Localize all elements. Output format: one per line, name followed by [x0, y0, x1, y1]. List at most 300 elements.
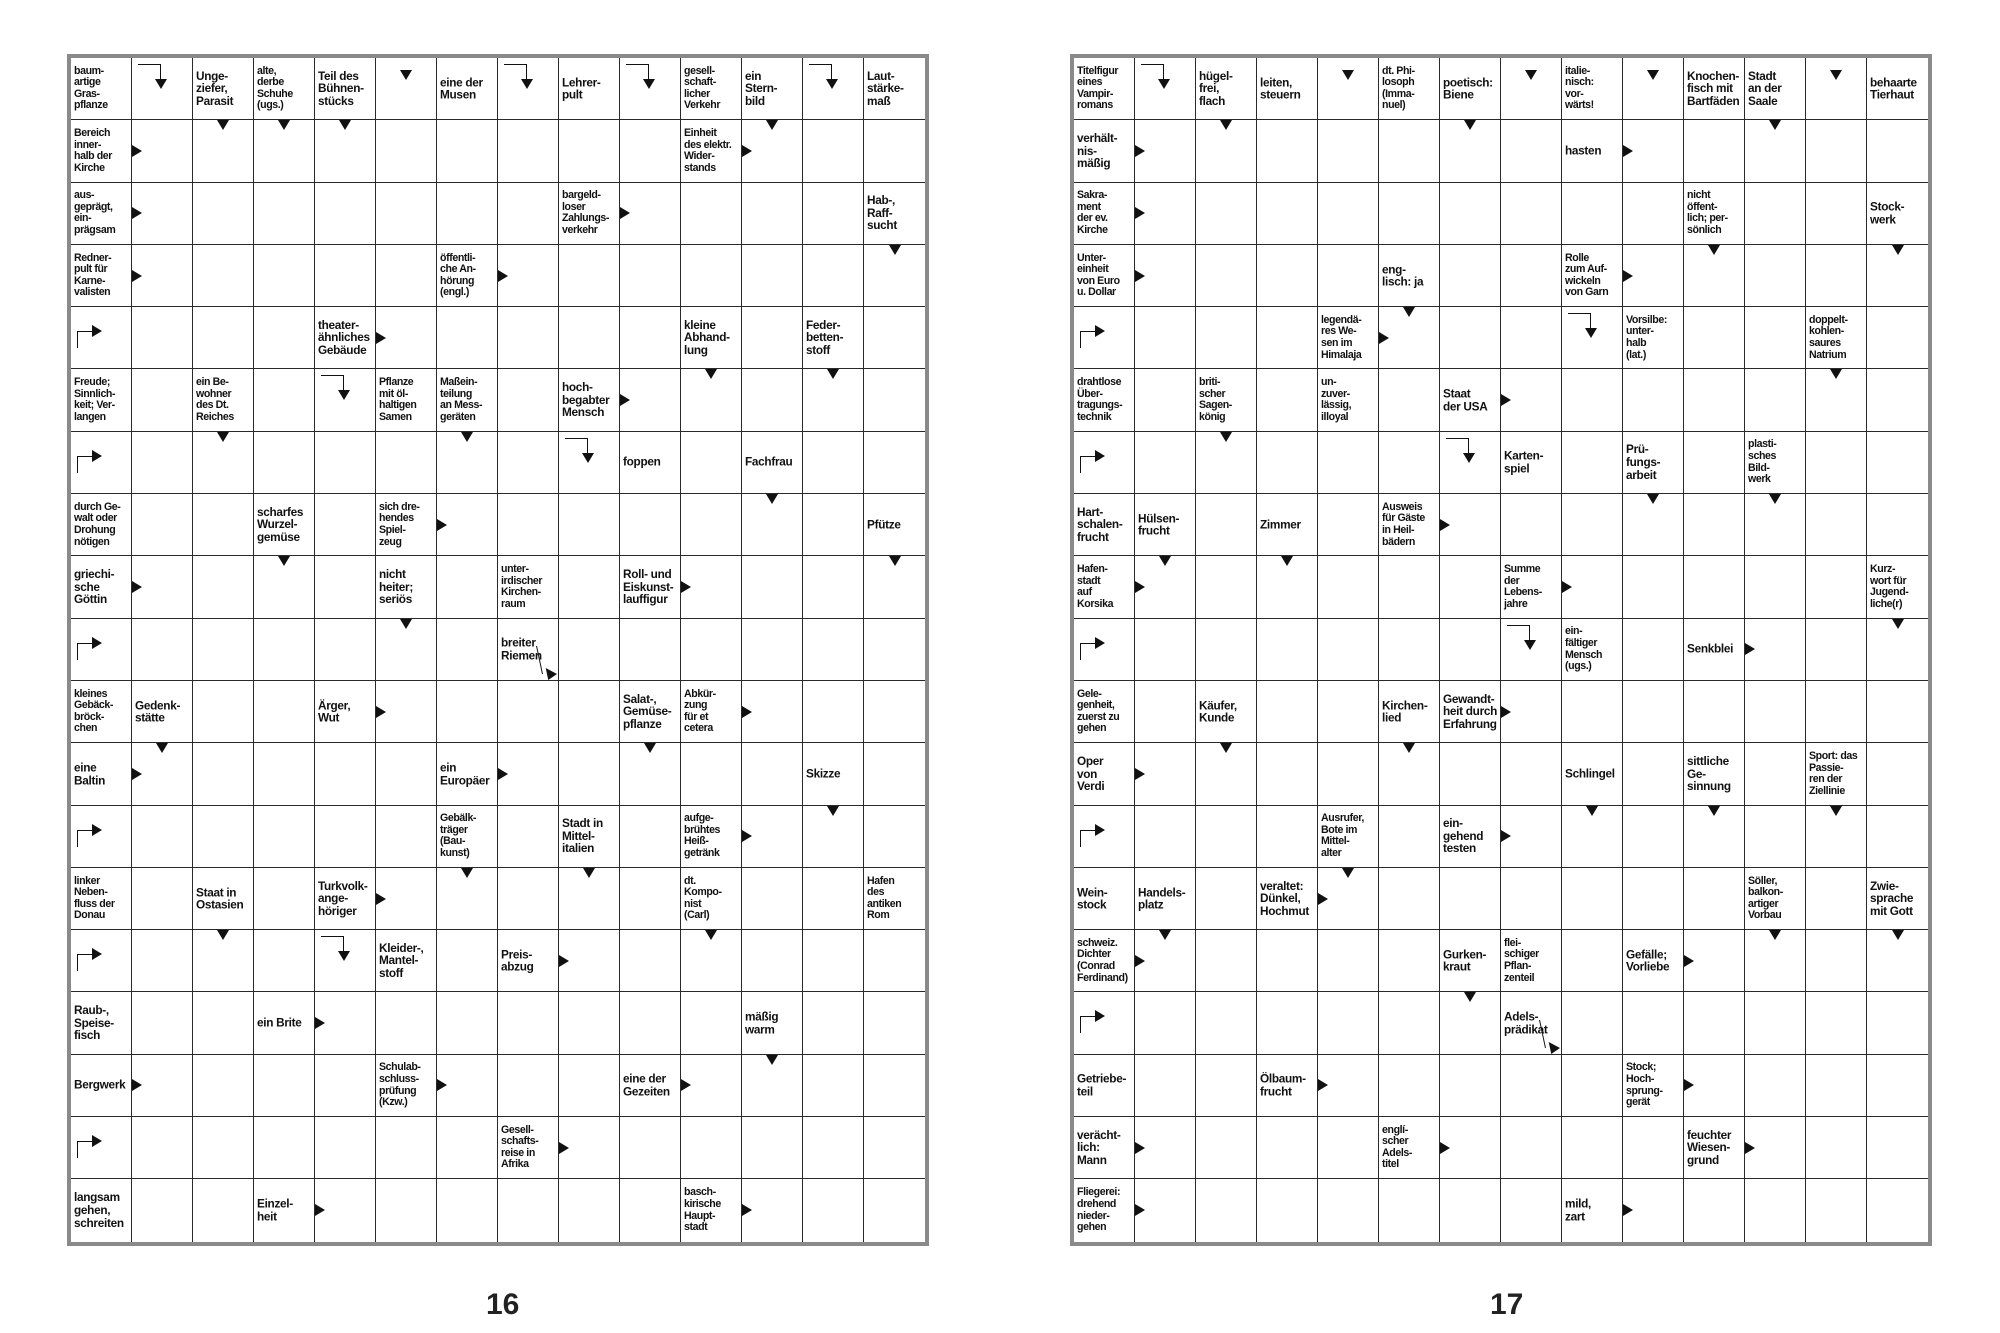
answer-cell[interactable]: [864, 743, 925, 805]
answer-cell[interactable]: [1623, 1117, 1684, 1179]
answer-cell[interactable]: [620, 868, 681, 930]
answer-cell[interactable]: [437, 619, 498, 681]
answer-cell[interactable]: [315, 369, 376, 431]
answer-cell[interactable]: [1562, 494, 1623, 556]
answer-cell[interactable]: [1257, 432, 1318, 494]
answer-cell[interactable]: [1745, 1055, 1806, 1117]
answer-cell[interactable]: [1684, 307, 1745, 369]
answer-cell[interactable]: [1440, 1179, 1501, 1241]
answer-cell[interactable]: [559, 1179, 620, 1241]
answer-cell[interactable]: [1379, 183, 1440, 245]
answer-cell[interactable]: [315, 743, 376, 805]
answer-cell[interactable]: [1318, 556, 1379, 618]
answer-cell[interactable]: [1867, 992, 1928, 1054]
answer-cell[interactable]: [1196, 494, 1257, 556]
answer-cell[interactable]: [620, 930, 681, 992]
answer-cell[interactable]: [864, 1179, 925, 1241]
answer-cell[interactable]: [498, 1055, 559, 1117]
answer-cell[interactable]: [559, 681, 620, 743]
answer-cell[interactable]: [1379, 619, 1440, 681]
answer-cell[interactable]: [1684, 432, 1745, 494]
answer-cell[interactable]: [1257, 369, 1318, 431]
answer-cell[interactable]: [864, 369, 925, 431]
answer-cell[interactable]: [864, 120, 925, 182]
answer-cell[interactable]: [193, 743, 254, 805]
answer-cell[interactable]: [193, 619, 254, 681]
answer-cell[interactable]: [376, 120, 437, 182]
answer-cell[interactable]: [1745, 1179, 1806, 1241]
answer-cell[interactable]: [559, 743, 620, 805]
answer-cell[interactable]: [1440, 1055, 1501, 1117]
answer-cell[interactable]: [315, 806, 376, 868]
answer-cell[interactable]: [437, 992, 498, 1054]
answer-cell[interactable]: [1867, 1179, 1928, 1241]
answer-cell[interactable]: [71, 432, 132, 494]
answer-cell[interactable]: [1318, 1179, 1379, 1241]
answer-cell[interactable]: [864, 432, 925, 494]
answer-cell[interactable]: [742, 245, 803, 307]
answer-cell[interactable]: [559, 307, 620, 369]
answer-cell[interactable]: [742, 1117, 803, 1179]
answer-cell[interactable]: [1135, 432, 1196, 494]
answer-cell[interactable]: [1501, 245, 1562, 307]
answer-cell[interactable]: [71, 307, 132, 369]
answer-cell[interactable]: [193, 1055, 254, 1117]
answer-cell[interactable]: [1196, 1179, 1257, 1241]
answer-cell[interactable]: [1257, 743, 1318, 805]
answer-cell[interactable]: [71, 930, 132, 992]
answer-cell[interactable]: [1867, 120, 1928, 182]
answer-cell[interactable]: [315, 432, 376, 494]
answer-cell[interactable]: [376, 245, 437, 307]
answer-cell[interactable]: [742, 619, 803, 681]
answer-cell[interactable]: [1867, 1117, 1928, 1179]
answer-cell[interactable]: [1745, 245, 1806, 307]
answer-cell[interactable]: [1806, 868, 1867, 930]
answer-cell[interactable]: [864, 1117, 925, 1179]
answer-cell[interactable]: [1806, 58, 1867, 120]
answer-cell[interactable]: [498, 307, 559, 369]
answer-cell[interactable]: [315, 494, 376, 556]
answer-cell[interactable]: [1623, 556, 1684, 618]
answer-cell[interactable]: [864, 930, 925, 992]
answer-cell[interactable]: [1318, 992, 1379, 1054]
answer-cell[interactable]: [1867, 806, 1928, 868]
answer-cell[interactable]: [559, 494, 620, 556]
answer-cell[interactable]: [1196, 930, 1257, 992]
answer-cell[interactable]: [1745, 992, 1806, 1054]
answer-cell[interactable]: [559, 619, 620, 681]
answer-cell[interactable]: [376, 58, 437, 120]
answer-cell[interactable]: [498, 369, 559, 431]
answer-cell[interactable]: [1501, 58, 1562, 120]
answer-cell[interactable]: [1745, 183, 1806, 245]
answer-cell[interactable]: [1440, 556, 1501, 618]
answer-cell[interactable]: [559, 432, 620, 494]
answer-cell[interactable]: [132, 1179, 193, 1241]
answer-cell[interactable]: [132, 930, 193, 992]
answer-cell[interactable]: [132, 58, 193, 120]
answer-cell[interactable]: [1806, 1117, 1867, 1179]
answer-cell[interactable]: [193, 183, 254, 245]
answer-cell[interactable]: [1867, 369, 1928, 431]
answer-cell[interactable]: [803, 58, 864, 120]
answer-cell[interactable]: [1562, 369, 1623, 431]
answer-cell[interactable]: [864, 681, 925, 743]
answer-cell[interactable]: [132, 494, 193, 556]
answer-cell[interactable]: [1379, 1179, 1440, 1241]
answer-cell[interactable]: [498, 681, 559, 743]
answer-cell[interactable]: [1135, 806, 1196, 868]
answer-cell[interactable]: [71, 619, 132, 681]
answer-cell[interactable]: [1318, 58, 1379, 120]
answer-cell[interactable]: [864, 806, 925, 868]
answer-cell[interactable]: [254, 868, 315, 930]
answer-cell[interactable]: [1257, 1179, 1318, 1241]
answer-cell[interactable]: [1196, 245, 1257, 307]
answer-cell[interactable]: [742, 183, 803, 245]
answer-cell[interactable]: [498, 432, 559, 494]
answer-cell[interactable]: [1745, 556, 1806, 618]
answer-cell[interactable]: [498, 494, 559, 556]
answer-cell[interactable]: [1135, 619, 1196, 681]
answer-cell[interactable]: [1196, 868, 1257, 930]
answer-cell[interactable]: [1562, 183, 1623, 245]
answer-cell[interactable]: [803, 868, 864, 930]
answer-cell[interactable]: [1440, 183, 1501, 245]
answer-cell[interactable]: [376, 183, 437, 245]
answer-cell[interactable]: [681, 992, 742, 1054]
answer-cell[interactable]: [559, 1055, 620, 1117]
answer-cell[interactable]: [1745, 369, 1806, 431]
answer-cell[interactable]: [315, 556, 376, 618]
answer-cell[interactable]: [803, 1055, 864, 1117]
answer-cell[interactable]: [620, 58, 681, 120]
answer-cell[interactable]: [254, 307, 315, 369]
answer-cell[interactable]: [1318, 245, 1379, 307]
answer-cell[interactable]: [376, 1117, 437, 1179]
answer-cell[interactable]: [71, 806, 132, 868]
answer-cell[interactable]: [681, 432, 742, 494]
answer-cell[interactable]: [254, 245, 315, 307]
answer-cell[interactable]: [1257, 930, 1318, 992]
answer-cell[interactable]: [315, 1055, 376, 1117]
answer-cell[interactable]: [1684, 1179, 1745, 1241]
answer-cell[interactable]: [376, 1179, 437, 1241]
answer-cell[interactable]: [1318, 619, 1379, 681]
answer-cell[interactable]: [1867, 681, 1928, 743]
answer-cell[interactable]: [132, 806, 193, 868]
answer-cell[interactable]: [1684, 868, 1745, 930]
answer-cell[interactable]: [1684, 556, 1745, 618]
answer-cell[interactable]: [1196, 806, 1257, 868]
answer-cell[interactable]: [1257, 992, 1318, 1054]
answer-cell[interactable]: [1745, 806, 1806, 868]
answer-cell[interactable]: [1806, 1055, 1867, 1117]
answer-cell[interactable]: [1806, 930, 1867, 992]
answer-cell[interactable]: [1501, 120, 1562, 182]
answer-cell[interactable]: [1135, 58, 1196, 120]
answer-cell[interactable]: [1623, 992, 1684, 1054]
answer-cell[interactable]: [1196, 1055, 1257, 1117]
answer-cell[interactable]: [1623, 58, 1684, 120]
answer-cell[interactable]: [1562, 868, 1623, 930]
answer-cell[interactable]: [315, 619, 376, 681]
answer-cell[interactable]: [1318, 681, 1379, 743]
answer-cell[interactable]: [1623, 619, 1684, 681]
answer-cell[interactable]: [1379, 992, 1440, 1054]
answer-cell[interactable]: [1806, 494, 1867, 556]
answer-cell[interactable]: [1074, 432, 1135, 494]
answer-cell[interactable]: [437, 307, 498, 369]
answer-cell[interactable]: [1379, 369, 1440, 431]
answer-cell[interactable]: [254, 1055, 315, 1117]
answer-cell[interactable]: [803, 619, 864, 681]
answer-cell[interactable]: [681, 619, 742, 681]
answer-cell[interactable]: [620, 120, 681, 182]
answer-cell[interactable]: [1501, 868, 1562, 930]
answer-cell[interactable]: [1562, 930, 1623, 992]
answer-cell[interactable]: [254, 1117, 315, 1179]
answer-cell[interactable]: [803, 432, 864, 494]
answer-cell[interactable]: [620, 1117, 681, 1179]
answer-cell[interactable]: [1196, 619, 1257, 681]
answer-cell[interactable]: [620, 619, 681, 681]
answer-cell[interactable]: [1684, 992, 1745, 1054]
answer-cell[interactable]: [1196, 183, 1257, 245]
answer-cell[interactable]: [1318, 1117, 1379, 1179]
answer-cell[interactable]: [254, 806, 315, 868]
answer-cell[interactable]: [193, 992, 254, 1054]
answer-cell[interactable]: [864, 992, 925, 1054]
answer-cell[interactable]: [620, 992, 681, 1054]
answer-cell[interactable]: [132, 432, 193, 494]
answer-cell[interactable]: [1318, 743, 1379, 805]
answer-cell[interactable]: [1806, 183, 1867, 245]
answer-cell[interactable]: [1501, 743, 1562, 805]
answer-cell[interactable]: [681, 494, 742, 556]
answer-cell[interactable]: [681, 743, 742, 805]
answer-cell[interactable]: [1318, 120, 1379, 182]
answer-cell[interactable]: [803, 992, 864, 1054]
answer-cell[interactable]: [1623, 743, 1684, 805]
answer-cell[interactable]: [742, 743, 803, 805]
answer-cell[interactable]: [1806, 556, 1867, 618]
answer-cell[interactable]: [498, 868, 559, 930]
answer-cell[interactable]: [620, 245, 681, 307]
answer-cell[interactable]: [498, 992, 559, 1054]
answer-cell[interactable]: [803, 930, 864, 992]
answer-cell[interactable]: [1379, 120, 1440, 182]
answer-cell[interactable]: [254, 743, 315, 805]
answer-cell[interactable]: [1257, 681, 1318, 743]
answer-cell[interactable]: [1074, 307, 1135, 369]
answer-cell[interactable]: [1623, 806, 1684, 868]
answer-cell[interactable]: [132, 619, 193, 681]
answer-cell[interactable]: [193, 245, 254, 307]
answer-cell[interactable]: [803, 556, 864, 618]
answer-cell[interactable]: [1257, 619, 1318, 681]
answer-cell[interactable]: [620, 494, 681, 556]
answer-cell[interactable]: [1806, 619, 1867, 681]
answer-cell[interactable]: [1196, 992, 1257, 1054]
answer-cell[interactable]: [1623, 868, 1684, 930]
answer-cell[interactable]: [71, 1117, 132, 1179]
answer-cell[interactable]: [193, 1117, 254, 1179]
answer-cell[interactable]: [1379, 806, 1440, 868]
answer-cell[interactable]: [437, 556, 498, 618]
answer-cell[interactable]: [1379, 930, 1440, 992]
answer-cell[interactable]: [803, 1117, 864, 1179]
answer-cell[interactable]: [1623, 183, 1684, 245]
answer-cell[interactable]: [1440, 743, 1501, 805]
answer-cell[interactable]: [498, 120, 559, 182]
answer-cell[interactable]: [742, 556, 803, 618]
answer-cell[interactable]: [1806, 992, 1867, 1054]
answer-cell[interactable]: [193, 806, 254, 868]
answer-cell[interactable]: [1623, 369, 1684, 431]
answer-cell[interactable]: [803, 120, 864, 182]
answer-cell[interactable]: [1867, 743, 1928, 805]
answer-cell[interactable]: [1257, 245, 1318, 307]
answer-cell[interactable]: [1135, 369, 1196, 431]
answer-cell[interactable]: [1806, 245, 1867, 307]
answer-cell[interactable]: [1257, 806, 1318, 868]
answer-cell[interactable]: [437, 1117, 498, 1179]
answer-cell[interactable]: [864, 307, 925, 369]
answer-cell[interactable]: [1440, 432, 1501, 494]
answer-cell[interactable]: [1562, 992, 1623, 1054]
answer-cell[interactable]: [315, 1117, 376, 1179]
answer-cell[interactable]: [193, 494, 254, 556]
answer-cell[interactable]: [1562, 1117, 1623, 1179]
answer-cell[interactable]: [193, 307, 254, 369]
answer-cell[interactable]: [1562, 681, 1623, 743]
answer-cell[interactable]: [742, 868, 803, 930]
answer-cell[interactable]: [1745, 681, 1806, 743]
answer-cell[interactable]: [681, 245, 742, 307]
answer-cell[interactable]: [681, 183, 742, 245]
answer-cell[interactable]: [193, 1179, 254, 1241]
answer-cell[interactable]: [864, 1055, 925, 1117]
answer-cell[interactable]: [1318, 432, 1379, 494]
answer-cell[interactable]: [1257, 183, 1318, 245]
answer-cell[interactable]: [254, 432, 315, 494]
answer-cell[interactable]: [1379, 868, 1440, 930]
answer-cell[interactable]: [803, 681, 864, 743]
answer-cell[interactable]: [803, 494, 864, 556]
answer-cell[interactable]: [193, 556, 254, 618]
answer-cell[interactable]: [1867, 494, 1928, 556]
answer-cell[interactable]: [1440, 307, 1501, 369]
answer-cell[interactable]: [1867, 432, 1928, 494]
answer-cell[interactable]: [132, 369, 193, 431]
answer-cell[interactable]: [437, 183, 498, 245]
answer-cell[interactable]: [498, 58, 559, 120]
answer-cell[interactable]: [1257, 120, 1318, 182]
answer-cell[interactable]: [1501, 1117, 1562, 1179]
answer-cell[interactable]: [1074, 619, 1135, 681]
answer-cell[interactable]: [742, 307, 803, 369]
answer-cell[interactable]: [742, 930, 803, 992]
answer-cell[interactable]: [132, 868, 193, 930]
answer-cell[interactable]: [1196, 556, 1257, 618]
answer-cell[interactable]: [1196, 307, 1257, 369]
answer-cell[interactable]: [864, 619, 925, 681]
answer-cell[interactable]: [803, 245, 864, 307]
answer-cell[interactable]: [1440, 619, 1501, 681]
answer-cell[interactable]: [254, 619, 315, 681]
answer-cell[interactable]: [1440, 245, 1501, 307]
answer-cell[interactable]: [376, 806, 437, 868]
answer-cell[interactable]: [1135, 681, 1196, 743]
answer-cell[interactable]: [437, 681, 498, 743]
answer-cell[interactable]: [1806, 1179, 1867, 1241]
answer-cell[interactable]: [620, 307, 681, 369]
answer-cell[interactable]: [1745, 743, 1806, 805]
answer-cell[interactable]: [1562, 307, 1623, 369]
answer-cell[interactable]: [193, 681, 254, 743]
answer-cell[interactable]: [1562, 1055, 1623, 1117]
answer-cell[interactable]: [1440, 868, 1501, 930]
answer-cell[interactable]: [1501, 619, 1562, 681]
answer-cell[interactable]: [1379, 432, 1440, 494]
answer-cell[interactable]: [254, 930, 315, 992]
answer-cell[interactable]: [315, 183, 376, 245]
answer-cell[interactable]: [1684, 494, 1745, 556]
answer-cell[interactable]: [254, 369, 315, 431]
answer-cell[interactable]: [1257, 307, 1318, 369]
answer-cell[interactable]: [1684, 120, 1745, 182]
answer-cell[interactable]: [559, 992, 620, 1054]
answer-cell[interactable]: [1806, 432, 1867, 494]
answer-cell[interactable]: [1379, 556, 1440, 618]
answer-cell[interactable]: [498, 1179, 559, 1241]
answer-cell[interactable]: [1684, 369, 1745, 431]
answer-cell[interactable]: [1623, 681, 1684, 743]
answer-cell[interactable]: [1562, 432, 1623, 494]
answer-cell[interactable]: [620, 1179, 681, 1241]
answer-cell[interactable]: [1501, 1055, 1562, 1117]
answer-cell[interactable]: [559, 245, 620, 307]
answer-cell[interactable]: [681, 1117, 742, 1179]
answer-cell[interactable]: [1135, 1055, 1196, 1117]
answer-cell[interactable]: [1501, 183, 1562, 245]
answer-cell[interactable]: [1257, 1117, 1318, 1179]
answer-cell[interactable]: [1806, 120, 1867, 182]
answer-cell[interactable]: [437, 1179, 498, 1241]
answer-cell[interactable]: [254, 681, 315, 743]
answer-cell[interactable]: [1074, 806, 1135, 868]
answer-cell[interactable]: [1318, 930, 1379, 992]
answer-cell[interactable]: [1135, 307, 1196, 369]
answer-cell[interactable]: [315, 930, 376, 992]
answer-cell[interactable]: [498, 183, 559, 245]
answer-cell[interactable]: [1318, 183, 1379, 245]
answer-cell[interactable]: [1196, 1117, 1257, 1179]
answer-cell[interactable]: [620, 806, 681, 868]
answer-cell[interactable]: [803, 1179, 864, 1241]
answer-cell[interactable]: [437, 930, 498, 992]
answer-cell[interactable]: [132, 992, 193, 1054]
answer-cell[interactable]: [1867, 307, 1928, 369]
answer-cell[interactable]: [376, 432, 437, 494]
answer-cell[interactable]: [1501, 494, 1562, 556]
answer-cell[interactable]: [1501, 307, 1562, 369]
answer-cell[interactable]: [132, 1117, 193, 1179]
answer-cell[interactable]: [376, 743, 437, 805]
answer-cell[interactable]: [742, 369, 803, 431]
